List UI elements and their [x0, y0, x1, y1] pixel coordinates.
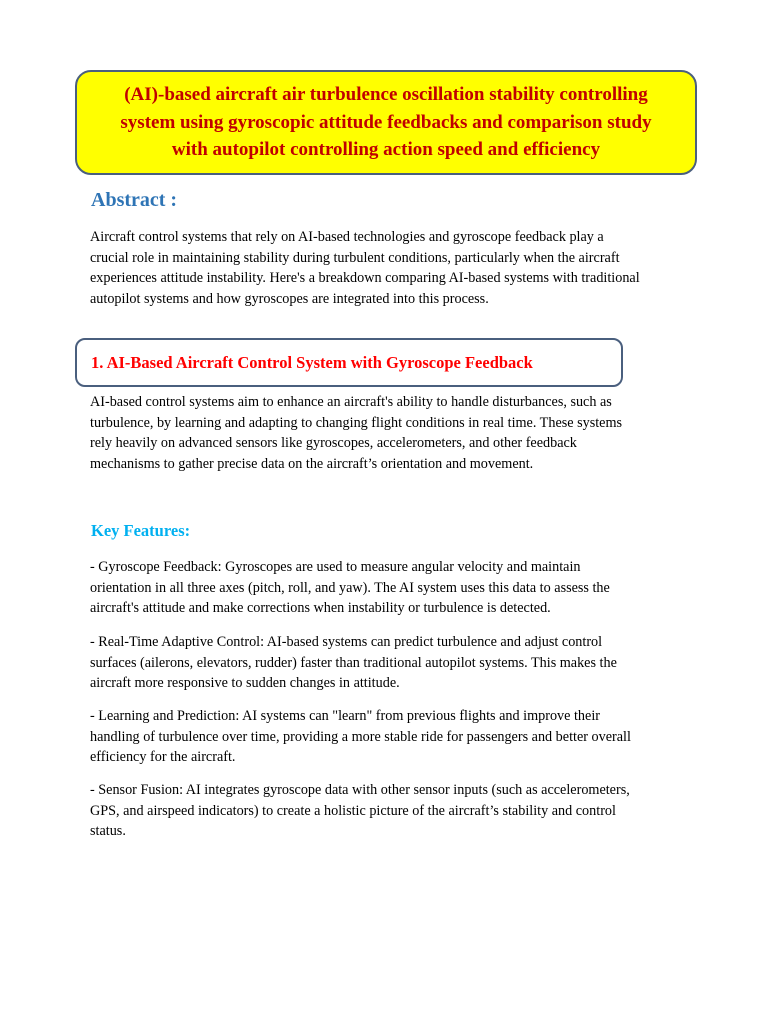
title-box [75, 70, 697, 175]
section-1-heading: 1. AI-Based Aircraft Control System with Gyroscope Feedback [91, 352, 533, 372]
abstract-paragraph: Aircraft control systems that rely on AI-based technologies and gyroscope feedback play a crucial role in maintaining stability during turbulent conditions, particularly when the aircraft experiences attitude instability. Here's a breakdown comparing AI-based systems with traditional autopilot systems and how gyroscopes are integrated into this process. [90, 229, 640, 307]
abstract-heading: Abstract : [91, 189, 178, 211]
section-heading-box [75, 338, 623, 387]
feature-sensor-fusion: - Sensor Fusion: AI integrates gyroscope data with other sensor inputs (such as accelerometers, GPS, and airspeed indicators) to create a holistic picture of the aircraft’s stability and control status. [90, 782, 630, 839]
section-1-paragraph: AI-based control systems aim to enhance an aircraft's ability to handle disturbances, such as turbulence, by learning and adapting to changing flight conditions in real time. These systems rely heavily on advanced sensors like gyroscopes, accelerometers, and other feedback mechanisms to gather precise data on the aircraft’s orientation and movement. [90, 394, 623, 472]
document-title: (AI)-based aircraft air turbulence oscillation stability controlling system using gyroscopic attitude feedbacks and comparison study with autopilot controlling action speed and efficiency [120, 84, 652, 161]
feature-learning-and-prediction: - Learning and Prediction: AI systems can "learn" from previous flights and improve their handling of turbulence over time, providing a more stable ride for passengers and better overall efficiency for the aircraft. [90, 708, 631, 765]
feature-real-time-adaptive-control: - Real-Time Adaptive Control: AI-based systems can predict turbulence and adjust control surfaces (ailerons, elevators, rudder) faster than traditional autopilot systems. This makes the aircraft more responsive to sudden changes in attitude. [90, 634, 617, 691]
key-features-heading: Key Features: [91, 521, 191, 540]
feature-gyroscope-feedback: - Gyroscope Feedback: Gyroscopes are used to measure angular velocity and maintain orientation in all three axes (pitch, roll, and yaw). The AI system uses this data to assess the aircraft's attitude and make corrections when instability or turbulence is detected. [90, 559, 610, 616]
